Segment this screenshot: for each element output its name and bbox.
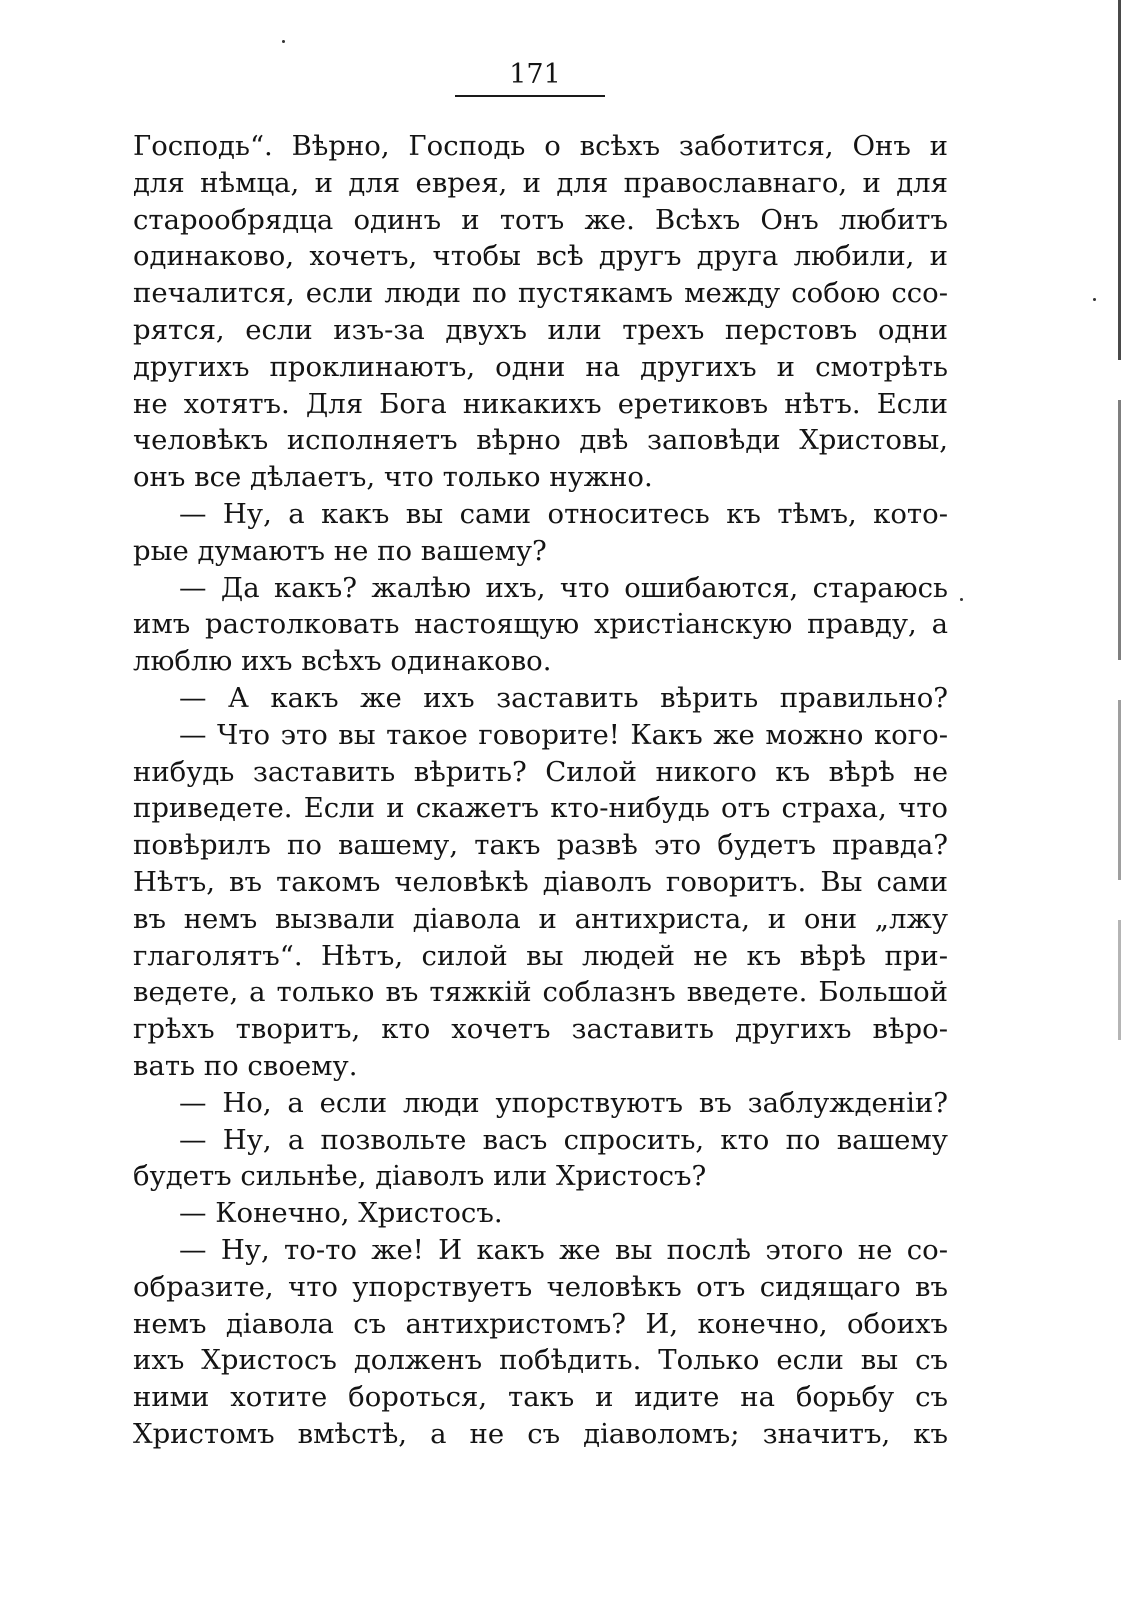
text-line: онъ все дѣлаетъ, что только нужно. (133, 461, 653, 494)
scan-speck (1093, 298, 1096, 301)
text-line: немъ діавола съ антихристомъ? И, конечно, обоихъ (133, 1307, 948, 1340)
page-number: 171 (509, 59, 561, 90)
text-line: ведете, а только въ тяжкій соблазнъ введете. Большой (133, 976, 948, 1009)
text-line: другихъ проклинаютъ, одни на другихъ и смотрѣть (133, 350, 948, 383)
text-line: ихъ Христосъ долженъ побѣдить. Только если вы съ (133, 1344, 948, 1377)
text-line: человѣкъ исполняетъ вѣрно двѣ заповѣди Христовы, (133, 424, 948, 457)
text-line: — Но, а если люди упорствуютъ въ заблужденіи? (179, 1086, 948, 1119)
text-line: вать по своему. (133, 1049, 358, 1082)
text-line: образите, что упорствуетъ человѣкъ отъ сидящаго въ (133, 1270, 948, 1303)
text-line: не хотятъ. Для Бога никакихъ еретиковъ нѣтъ. Если (133, 387, 948, 420)
text-line: для нѣмца, и для еврея, и для православнаго, и для (133, 166, 948, 199)
body-text (133, 128, 948, 1453)
text-line: одинаково, хочетъ, чтобы всѣ другъ друга любили, и (133, 240, 948, 273)
text-line: глаголятъ“. Нѣтъ, силой вы людей не къ вѣрѣ при- (133, 939, 948, 972)
text-line: Нѣтъ, въ такомъ человѣкѣ діаволъ говоритъ. Вы сами (133, 865, 948, 898)
text-line: — Ну, то-то же! И какъ же вы послѣ этого не со- (179, 1233, 948, 1266)
page-edge-line (1118, 400, 1121, 660)
text-line: — А какъ же ихъ заставить вѣрить правильно? (179, 681, 948, 714)
page-number-rule (455, 95, 605, 97)
text-line: приведете. Если и скажетъ кто-нибудь отъ страха, что (133, 792, 948, 825)
text-line: Христомъ вмѣстѣ, а не съ діаволомъ; значитъ, къ (133, 1417, 948, 1450)
text-line: — Ну, а какъ вы сами относитесь къ тѣмъ, кото- (179, 497, 948, 530)
text-line: въ немъ вызвали діавола и антихриста, и они „лжу (133, 902, 948, 935)
scan-speck (282, 40, 285, 43)
text-line: ними хотите бороться, такъ и идите на борьбу съ (133, 1381, 948, 1414)
text-line: имъ растолковать настоящую христіанскую правду, а (133, 608, 948, 641)
text-line: будетъ сильнѣе, діаволъ или Христосъ? (133, 1160, 707, 1193)
text-line: — Что это вы такое говорите! Какъ же можно кого- (179, 718, 948, 751)
text-line: — Да какъ? жалѣю ихъ, что ошибаются, стараюсь (179, 571, 948, 604)
page-edge-line (1118, 700, 1121, 880)
text-line: грѣхъ творитъ, кто хочетъ заставить другихъ вѣро- (133, 1013, 948, 1046)
text-line: старообрядца одинъ и тотъ же. Всѣхъ Онъ любитъ (133, 203, 948, 236)
text-line: рые думаютъ не по вашему? (133, 534, 547, 567)
text-line: Господь“. Вѣрно, Господь о всѣхъ заботится, Онъ и (133, 130, 948, 162)
text-line: повѣрилъ по вашему, такъ развѣ это будетъ правда? (133, 829, 948, 862)
text-line: — Конечно, Христосъ. (179, 1197, 503, 1230)
scan-speck (960, 598, 963, 601)
text-line: люблю ихъ всѣхъ одинаково. (133, 645, 552, 678)
text-line: нибудь заставить вѣрить? Силой никого къ вѣрѣ не (133, 755, 948, 788)
text-line: печалится, если люди по пустякамъ между собою ссо- (133, 277, 948, 310)
text-line: рятся, если изъ-за двухъ или трехъ перстовъ одни (133, 313, 948, 346)
text-line: — Ну, а позвольте васъ спросить, кто по вашему (179, 1123, 948, 1156)
page-edge-line (1118, 920, 1121, 1040)
page-edge-line (1118, 0, 1121, 360)
